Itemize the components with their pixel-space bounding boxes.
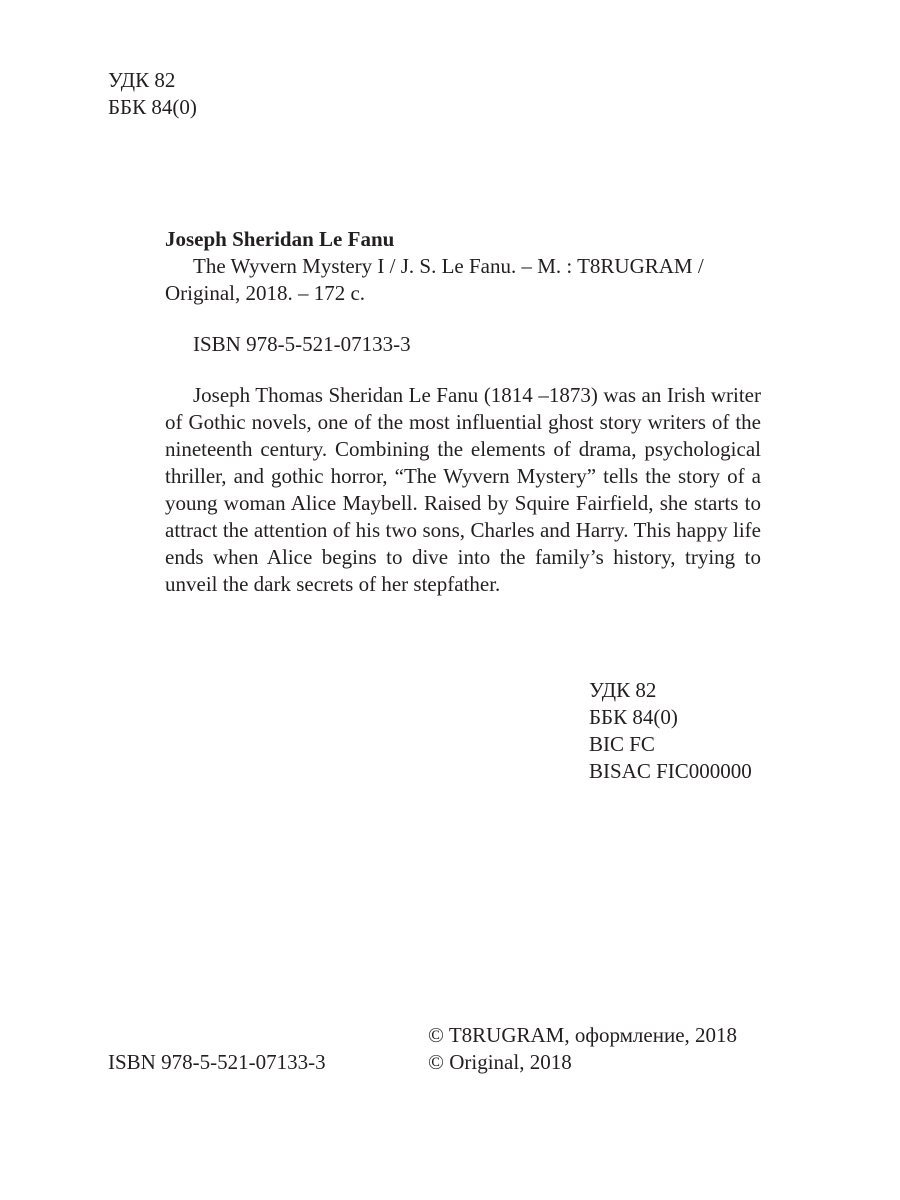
copyright-design: © T8RUGRAM, оформление, 2018	[428, 1023, 738, 1047]
annotation-paragraph: Joseph Thomas Sheridan Le Fanu (1814 –1873) was an Irish writer of Gothic novels, one of the most influential ghost story writers of the nineteenth century. Combining the elements of drama, psychological thriller, and gothic horror, “The Wyvern Mystery” tells the story of a young woman Alice Maybell. Raised by Squire Fairfield, she starts to attract the attention of his two sons, Charles and Harry. This happy life ends when Alice begins to dive into the family’s history, trying to unveil the dark secrets of her stepfather.	[165, 383, 761, 596]
udk-code: УДК 82	[589, 678, 657, 702]
classification-codes	[589, 677, 752, 785]
copyright-original: © Original, 2018	[428, 1050, 572, 1074]
bic-code: BIC FC	[589, 732, 655, 756]
isbn: ISBN 978-5-521-07133-3	[193, 332, 411, 356]
author-heading: Joseph Sheridan Le Fanu	[165, 227, 395, 251]
bisac-code: BISAC FIC000000	[589, 759, 752, 783]
bibliographic-title-line: The Wyvern Mystery I / J. S. Le Fanu. – M. : T8RUGRAM /	[193, 254, 704, 278]
bottom-isbn: ISBN 978-5-521-07133-3	[108, 1050, 326, 1074]
bibliographic-publication-line: Original, 2018. – 172 c.	[165, 281, 366, 305]
top-classification-codes	[108, 67, 197, 121]
bbk-code: ББК 84(0)	[589, 705, 678, 729]
copyright-notices	[428, 1022, 737, 1076]
catalog-entry	[165, 226, 765, 307]
udk-code: УДК 82	[108, 68, 176, 92]
bbk-code: ББК 84(0)	[108, 95, 197, 119]
